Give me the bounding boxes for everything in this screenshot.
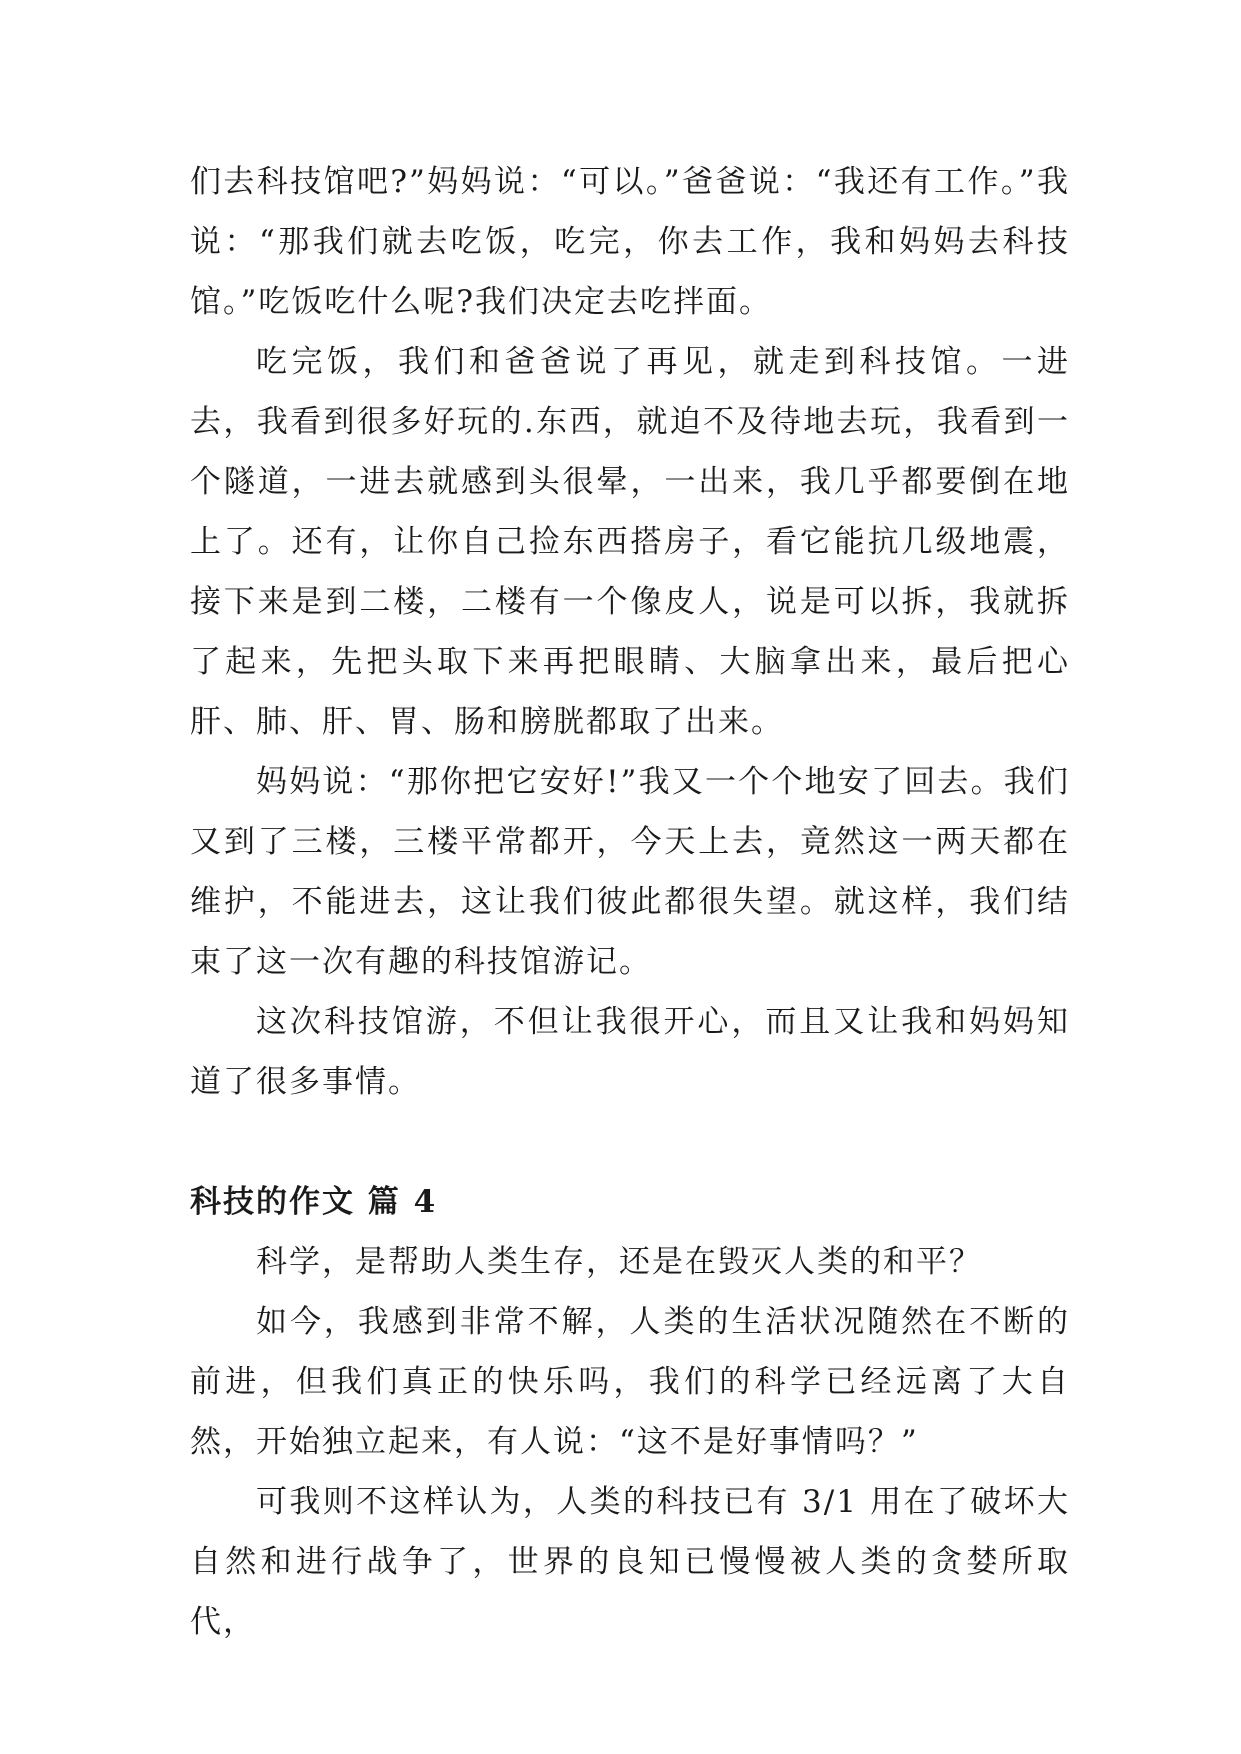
paragraph-1: 们去科技馆吧?”妈妈说：“可以。”爸爸说：“我还有工作。”我说：“那我们就去吃饭，吃完，你去工作，我和妈妈去科技馆。”吃饭吃什么呢?我们决定去吃拌面。 [190,164,1070,320]
paragraph-3: 妈妈说：“那你把它安好!”我又一个个地安了回去。我们又到了三楼，三楼平常都开，今天上去，竟然这一两天都在维护，不能进去，这让我们彼此都很失望。就这样，我们结束了这一次有趣的科技馆游记。 [190,764,1070,980]
paragraph-6: 如今，我感到非常不解，人类的生活状况随然在不断的前进，但我们真正的快乐吗，我们的科学已经远离了大自然，开始独立起来，有人说：“这不是好事情吗？” [190,1304,1070,1460]
document-body [190,152,1070,1652]
section-heading: 科技的作文 篇 4 [190,1184,438,1220]
paragraph-4: 这次科技馆游，不但让我很开心，而且又让我和妈妈知道了很多事情。 [190,1004,1070,1100]
paragraph-7: 可我则不这样认为，人类的科技已有 3/1 用在了破坏大自然和进行战争了，世界的良知已慢慢被人类的贪婪所取代， [190,1484,1070,1640]
paragraph-2: 吃完饭，我们和爸爸说了再见，就走到科技馆。一进去，我看到很多好玩的.东西，就迫不及待地去玩，我看到一个隧道，一进去就感到头很晕，一出来，我几乎都要倒在地上了。还有，让你自己捡东西搭房子，看它能抗几级地震，接下来是到二楼，二楼有一个像皮人，说是可以拆，我就拆了起来，先把头取下来再把眼睛、大脑拿出来，最后把心肝、肺、肝、胃、肠和膀胱都取了出来。 [190,344,1070,740]
paragraph-5: 科学，是帮助人类生存，还是在毁灭人类的和平？ [256,1244,982,1280]
